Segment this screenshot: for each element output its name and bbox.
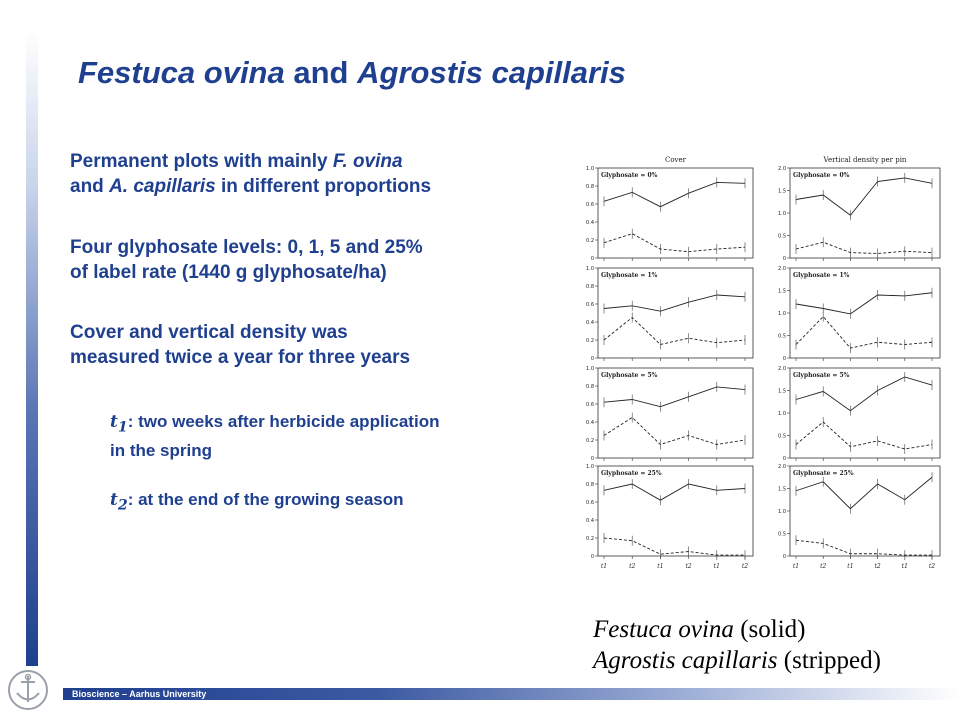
y-tick-label: 0 bbox=[782, 554, 786, 560]
plot-frame bbox=[598, 168, 753, 258]
figure-caption bbox=[593, 614, 881, 676]
title-species-1: Festuca ovina bbox=[78, 55, 285, 90]
x-tick-label: t1 bbox=[792, 563, 800, 570]
x-tick-label: t1 bbox=[713, 563, 720, 570]
y-tick-label: 1.0 bbox=[586, 166, 594, 172]
y-tick-label: 0.4 bbox=[586, 420, 594, 426]
y-tick-label: 0.6 bbox=[586, 302, 594, 308]
y-tick-label: 0.8 bbox=[586, 384, 594, 390]
x-tick-label: t1 bbox=[600, 563, 608, 570]
university-seal-icon bbox=[6, 668, 50, 712]
series-line-agrostis bbox=[604, 318, 745, 345]
x-tick-label: t1 bbox=[901, 563, 908, 570]
time-variable: t bbox=[110, 412, 118, 432]
subbullet-text: : two weeks after herbicide application bbox=[127, 412, 440, 431]
plot-frame bbox=[598, 466, 753, 556]
y-tick-label: 1.0 bbox=[778, 211, 786, 217]
bullet-text: and bbox=[70, 176, 110, 197]
y-tick-label: 0.8 bbox=[586, 284, 594, 290]
y-tick-label: 1.0 bbox=[586, 464, 594, 470]
bullet-species: A. capillaris bbox=[109, 176, 216, 197]
y-tick-label: 1.0 bbox=[778, 311, 786, 317]
y-tick-label: 0.8 bbox=[586, 184, 594, 190]
y-tick-label: 1.0 bbox=[778, 411, 786, 417]
y-tick-label: 0 bbox=[782, 456, 786, 462]
bullet-measurement bbox=[70, 320, 410, 370]
y-tick-label: 2.0 bbox=[778, 464, 786, 470]
y-tick-label: 2.0 bbox=[778, 166, 786, 172]
series-line-agrostis bbox=[796, 317, 932, 349]
cover-density-figure bbox=[570, 150, 960, 575]
bullet-text: in different proportions bbox=[215, 176, 432, 197]
title-species-2: Agrostis capillaris bbox=[357, 55, 626, 90]
title-connector: and bbox=[293, 55, 349, 90]
y-tick-label: 2.0 bbox=[778, 366, 786, 372]
panel-label: Glyphosate = 1% bbox=[793, 272, 850, 279]
slide-title bbox=[78, 55, 626, 91]
y-tick-label: 1.0 bbox=[586, 366, 594, 372]
time-variable: t bbox=[110, 490, 118, 510]
panel-label: Glyphosate = 25% bbox=[793, 470, 854, 477]
left-accent-bar bbox=[26, 30, 38, 666]
series-line-agrostis bbox=[604, 538, 745, 555]
caption-note-1: (solid) bbox=[733, 616, 806, 643]
bullet-text: of label rate (1440 g glyphosate/ha) bbox=[70, 262, 387, 283]
series-line-festuca bbox=[796, 293, 932, 314]
panel-label: Glyphosate = 5% bbox=[601, 372, 658, 379]
y-tick-label: 0.5 bbox=[778, 433, 786, 440]
y-tick-label: 1.0 bbox=[778, 509, 786, 515]
subbullet-text: in the spring bbox=[110, 441, 212, 461]
y-tick-label: 0 bbox=[590, 256, 594, 262]
panel-label: Glyphosate = 5% bbox=[793, 372, 850, 379]
time-subscript: 2 bbox=[117, 497, 128, 514]
y-tick-label: 0.2 bbox=[586, 536, 594, 542]
bullet-text: measured twice a year for three years bbox=[70, 347, 411, 368]
plot-frame bbox=[598, 368, 753, 458]
y-tick-label: 0.6 bbox=[586, 202, 594, 208]
bullet-species: F. ovina bbox=[332, 151, 403, 172]
bullet-permanent-plots bbox=[70, 149, 431, 199]
x-tick-label: t2 bbox=[685, 563, 692, 570]
x-tick-label: t2 bbox=[741, 563, 749, 570]
subbullet-t1 bbox=[110, 410, 439, 462]
x-tick-label: t2 bbox=[928, 563, 936, 570]
series-line-festuca bbox=[604, 182, 745, 206]
bullet-text: Four glyphosate levels: 0, 1, 5 and 25% bbox=[70, 237, 423, 258]
x-tick-label: t1 bbox=[657, 563, 664, 570]
y-tick-label: 0.6 bbox=[586, 500, 594, 506]
y-tick-label: 0 bbox=[782, 256, 786, 262]
column-title: Cover bbox=[664, 156, 687, 164]
series-line-agrostis bbox=[604, 418, 745, 445]
subbullet-text: : at the end of the growing season bbox=[127, 490, 404, 509]
y-tick-label: 0 bbox=[782, 356, 786, 362]
caption-species-2: Agrostis capillaris bbox=[593, 647, 778, 674]
y-tick-label: 0.5 bbox=[778, 531, 786, 538]
bullet-text: Cover and vertical density was bbox=[70, 322, 348, 343]
panel-label: Glyphosate = 0% bbox=[793, 172, 850, 179]
series-line-festuca bbox=[796, 178, 932, 215]
panel-label: Glyphosate = 25% bbox=[601, 470, 662, 477]
y-tick-label: 1.5 bbox=[778, 188, 786, 195]
column-title: Vertical density per pin bbox=[823, 156, 907, 164]
y-tick-label: 0.4 bbox=[586, 518, 594, 524]
caption-species-1: Festuca ovina bbox=[593, 616, 734, 643]
plot-frame bbox=[790, 368, 940, 458]
y-tick-label: 0 bbox=[590, 554, 594, 560]
series-line-agrostis bbox=[796, 540, 932, 555]
bullet-glyphosate-levels bbox=[70, 235, 423, 285]
y-tick-label: 0.5 bbox=[778, 333, 786, 340]
y-tick-label: 0.8 bbox=[586, 482, 594, 488]
series-line-festuca bbox=[604, 295, 745, 311]
series-line-festuca bbox=[796, 477, 932, 509]
plot-frame bbox=[598, 268, 753, 358]
x-tick-label: t2 bbox=[629, 563, 636, 570]
series-line-festuca bbox=[604, 484, 745, 500]
panel-label: Glyphosate = 1% bbox=[601, 272, 658, 279]
time-subscript: 1 bbox=[117, 419, 128, 436]
panel-label: Glyphosate = 0% bbox=[601, 172, 658, 179]
series-line-agrostis bbox=[796, 422, 932, 449]
y-tick-label: 0.2 bbox=[586, 338, 594, 344]
y-tick-label: 0 bbox=[590, 456, 594, 462]
y-tick-label: 0.2 bbox=[586, 438, 594, 444]
series-line-agrostis bbox=[796, 242, 932, 253]
x-tick-label: t1 bbox=[847, 563, 854, 570]
series-line-festuca bbox=[796, 377, 932, 411]
bullet-text: Permanent plots with mainly bbox=[70, 151, 333, 172]
y-tick-label: 1.5 bbox=[778, 288, 786, 295]
y-tick-label: 0.4 bbox=[586, 320, 594, 326]
y-tick-label: 0.6 bbox=[586, 402, 594, 408]
y-tick-label: 0.2 bbox=[586, 238, 594, 244]
y-tick-label: 1.5 bbox=[778, 486, 786, 493]
y-tick-label: 1.0 bbox=[586, 266, 594, 272]
y-tick-label: 1.5 bbox=[778, 388, 786, 395]
y-tick-label: 2.0 bbox=[778, 266, 786, 272]
footer-institution: Bioscience – Aarhus University bbox=[72, 689, 207, 699]
y-tick-label: 0.5 bbox=[778, 233, 786, 240]
series-line-festuca bbox=[604, 387, 745, 407]
caption-note-2: (stripped) bbox=[777, 647, 881, 674]
subbullet-t2 bbox=[110, 488, 404, 517]
y-tick-label: 0 bbox=[590, 356, 594, 362]
x-tick-label: t2 bbox=[874, 563, 881, 570]
y-tick-label: 0.4 bbox=[586, 220, 594, 226]
series-line-agrostis bbox=[604, 234, 745, 252]
x-tick-label: t2 bbox=[820, 563, 827, 570]
